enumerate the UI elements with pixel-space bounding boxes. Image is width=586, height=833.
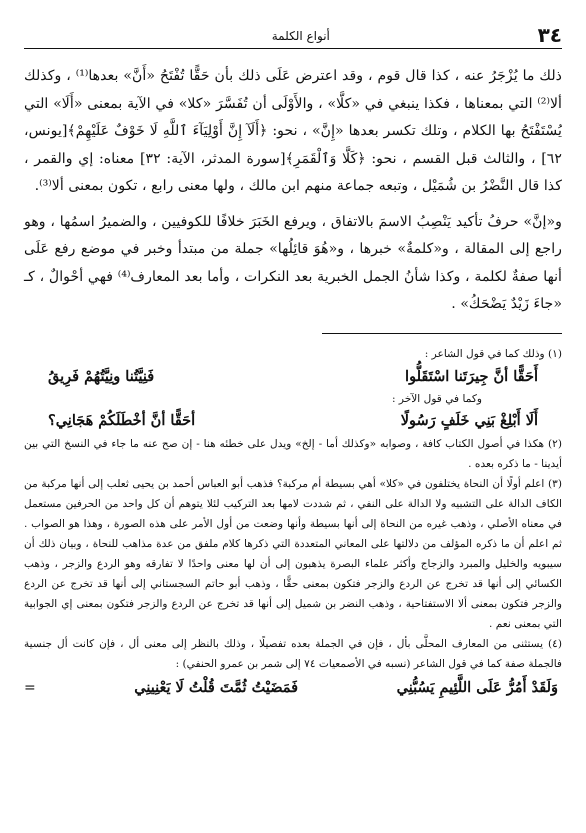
verse-hemistich-left: أحَقًّا أنَّ أخْطَلَكُمْ هَجَانِي؟	[48, 411, 196, 429]
page-number: ٣٤	[537, 23, 562, 47]
footnote-3: (٣) اعلم أولًا أن النحاة يختلفون في «كلا» أهي بسيطة أم مركبة؟ فذهب أبو العباس أحمد بن يحيى ثعلب إلى أنها مركبة من الكاف الدالة على التشبيه ولا الدالة على النفي ، ثم شددت لامها بعد التركيب لئلا يتوهم أن كل واحد من الحرفين مستعمل في معناه الأصلي ، وذهب غيره من النحاة إلى أنها بسيطة وأنها وضعت من أول الأمر على هذه الصورة ، وهذا هو الصواب . ثم اعلم أن ما ذكره المؤلف من دلالتها على المعاني المتعددة التي ذكرها كلام ملفق من عدة مذاهب للنحاة ، وبيان ذلك أن سيبويه والخليل والمبرد والزجاج وأكثر علماء البصرة يذهبون إلى أن لها معنى واحدًا لا تفارقه وهو الردع والزجر ، وذهب الكسائي إلى أنها قد تخرج عن الردع والزجر فتكون بمعنى حقًّا ، وذهب أبو حاتم السجستاني إلى أنها قد تخرج عن الردع والزجر فتكون بمعنى ألا الاستفتاحية ، وذهب النضر بن شميل إلى أنها قد تخرج عن الردع والزجر فتكون بمعنى إي الجوابية التي بمعنى نعم .	[24, 477, 562, 630]
verse-hemistich-right: أَحَقًّا أنَّ جِيرَتَنا اسْتَقَلُّوا	[405, 367, 538, 385]
main-text	[24, 63, 562, 319]
footnote-4: (٤) يستثنى من المعارف المحلَّى بأل ، فإن في الجملة بعده تفصيلًا ، وذلك بالنظر إلى معنى أل ، فإن كانت أل جنسية فالجملة صفة كما في قول الشاعر (نسبه في الأصمعيات ٧٤ إلى شمر بن عمرو الحنفي) :	[24, 637, 562, 670]
verse-hemistich-right: وَلَقَدْ أَمُرُّ عَلَى اللَّئِيمِ يَسُبُّنِي	[396, 678, 558, 696]
footnotes	[24, 344, 562, 702]
verse-hemistich-right: أَلَا أَبْلِغْ بَنِي خَلَفٍ رَسُولًا	[400, 411, 538, 429]
verse-2	[24, 408, 562, 434]
verse-note: وكما في قول الآخر :	[391, 392, 482, 405]
paragraph: و«إنَّ» حرفُ تأكيد يَنْصِبُ الاسمَ بالاتفاق ، ويرفع الخَبَرَ خلافًا للكوفيين ، والضميرُ اسمُها ، وهو راجع إلى المقالة ، و«كلمةٌ» خبرها ، و«هُوَ قائِلُها» جملة من مبتدأ وخبر في موضع رفع عَلَى أنها صفةٌ لكلمة ، وكذا شأنُ الجمل الخبرية بعد النكرات ، وأما بعد المعارف⁽⁴⁾ فهي أحْوالٌ ، كـ «جاءَ زَيْدٌ يَضْحَكُ» .	[24, 213, 562, 312]
footnote-divider	[322, 333, 562, 334]
verse-hemistich-left: فَنِيَّتُنا ونِيَّتُهُمْ فَرِيقُ	[48, 367, 155, 385]
verse-1	[24, 364, 562, 390]
page-header	[24, 20, 562, 49]
footnote-2: (٢) هكذا في أصول الكتاب كافة ، وصوابه «وكذلك أما - إلخ» ويدل على خطئه هنا - إن صح عنه ما جاء في النسخ التي بين أيدينا - ما ذكره بعده .	[24, 437, 562, 470]
running-title: أنواع الكلمة	[271, 29, 330, 43]
verse-hemistich-left: فَمَضَيْتُ ثُمَّتَ قُلْتُ لَا يَعْنِينِي	[134, 678, 299, 696]
verse-3	[24, 674, 562, 702]
paragraph: ذلك ما يُزْجَرُ عنه ، كذا قال قوم ، وقد اعترض عَلَى ذلك بأن حَقًّا تُفْتَحُ «أَنَّ» بعدها⁽¹⁾ ، وكذلك ألا⁽²⁾ التي بمعناها ، فكذا ينبغي في «كلَّا» ، والأَوْلَى أن تُفَسَّرَ «كلا» في الآية بمعنى «أَلَا» التي يُسْتَفْتَحُ بها الكلام ، وتلك تكسر بعدها «إِنَّ» ، نحو: ﴿أَلَآ إِنَّ أَوْلِيَآءَ ٱللَّهِ لَا خَوْفٌ عَلَيْهِمْ﴾[يونس، ٦٢] ، والثالث قبل القسم ، نحو: ﴿كَلَّا وَٱلْقَمَرِ﴾[سورة المدثر، الآية: ٣٢] معناه: إي والقمر ، كذا قال النَّضْرُ بن شُمَيْل ، وتبعه جماعة منهم ابن مالك ، ولها معنى رابع ، تكون بمعنى ألا⁽³⁾.	[24, 68, 562, 194]
footnote-1-intro: (١) وذلك كما في قول الشاعر :	[424, 347, 562, 360]
continuation-mark: =	[24, 679, 36, 696]
